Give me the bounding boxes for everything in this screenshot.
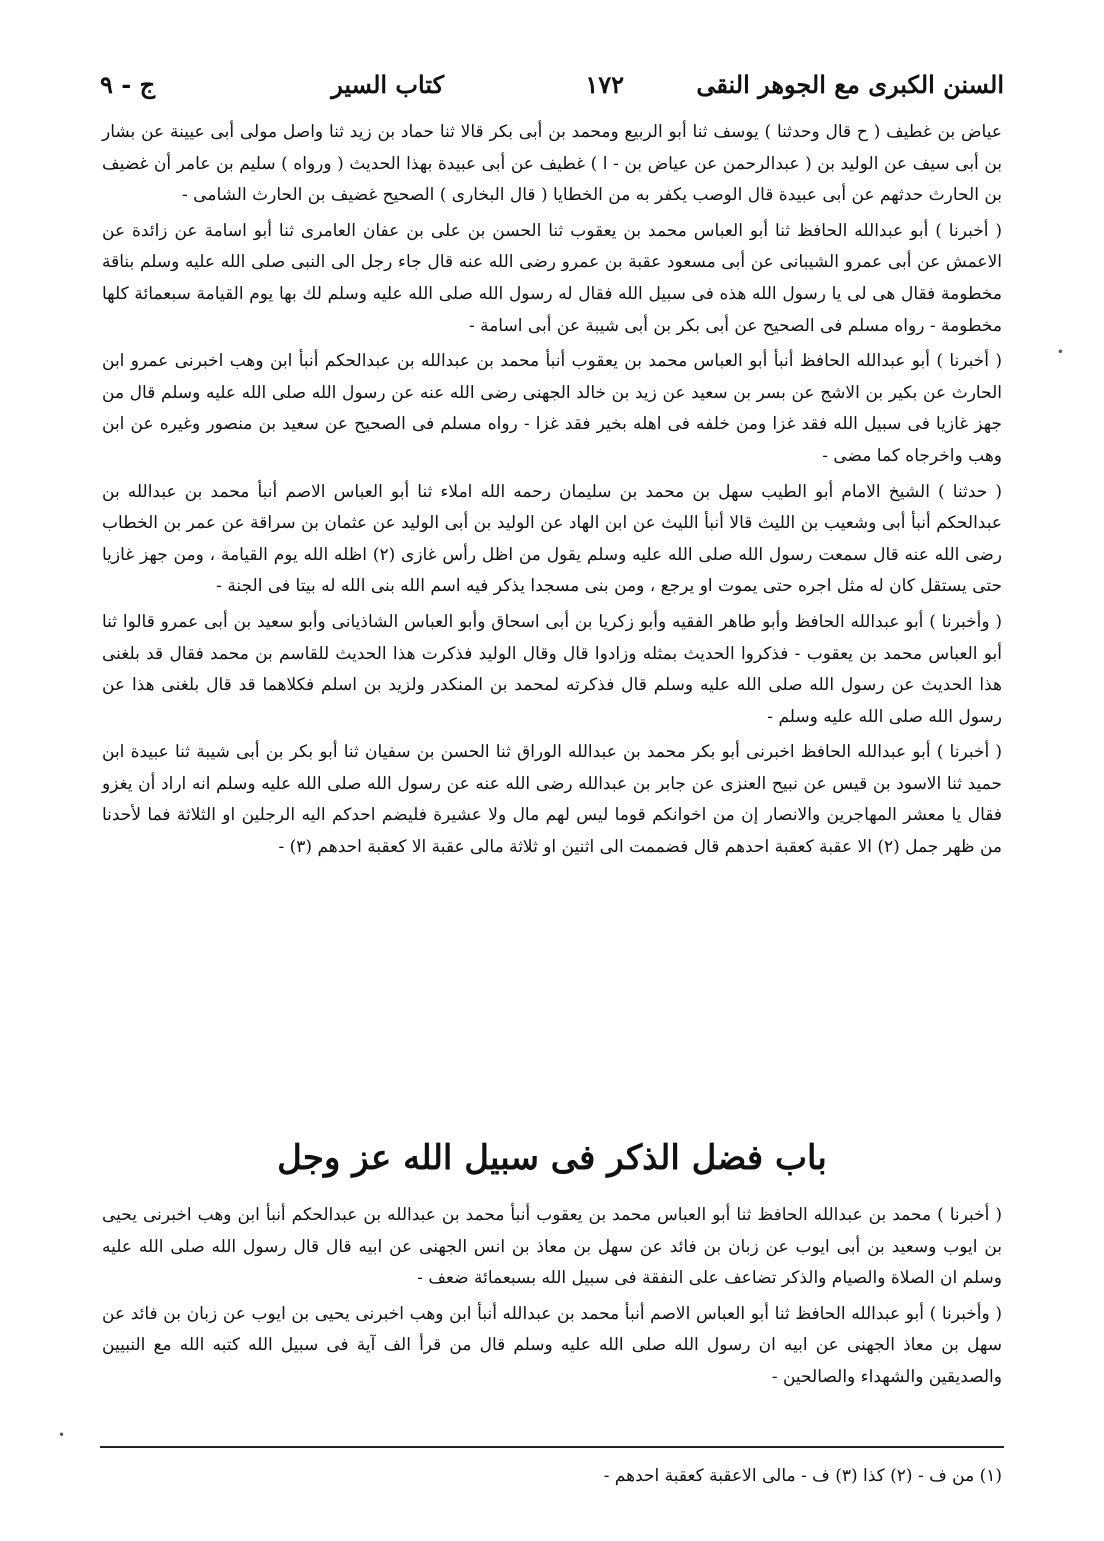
page-number: ١٧٢ [585,70,624,99]
paragraph-7: ( أخبرنا ) محمد بن عبدالله الحافظ ثنا أبو العباس محمد بن يعقوب أنبأ محمد بن عبدالله بن عبدالحكم أنبأ ابن وهب اخبرنى يحيى بن ايوب وسعيد بن أبى ايوب عن زبان بن فائد عن سهل بن معاذ بن انس الجهنى عن ابيه قال قال رسول الله صلى الله عليه وسلم ان الصلاة والصيام والذكر تضاعف على النفقة فى سبيل الله بسبعمائة ضعف - [102,1205,1002,1289]
chapter-title: كتاب السير [331,70,444,99]
running-header [100,70,1004,116]
main-text [102,117,1002,868]
paragraph-3: ( أخبرنا ) أبو عبدالله الحافظ أنبأ أبو العباس محمد بن يعقوب أنبأ محمد بن عبدالله بن عبدالحكم أنبأ ابن وهب اخبرنى عمرو ابن الحارث عن بكير بن الاشج عن بسر بن سعيد عن زيد بن خالد الجهنى رضى الله عنه عن رسول الله صلى الله عليه وسلم قال من جهز غازيا فى سبيل الله فقد غزا ومن خلفه فى اهله بخير فقد غزا - رواه مسلم فى الصحيح عن سعيد بن منصور وغيره عن ابن وهب واخرجاه كما مضى - [102,351,1002,466]
paragraph-4: ( حدثنا ) الشيخ الامام أبو الطيب سهل بن محمد بن سليمان رحمه الله املاء ثنا أبو العباس الاصم أنبأ محمد بن عبدالله بن عبدالحكم أنبأ أبى وشعيب بن الليث قالا أنبأ الليث عن ابن الهاد عن الوليد بن أبى الوليد عن عثمان بن سراقة عن عمر بن الخطاب رضى الله عنه قال سمعت رسول الله صلى الله عليه وسلم يقول من اظل رأس غازى (٢) اظله الله يوم القيامة ، ومن جهز غازيا حتى يستقل كان له مثل اجره حتى يموت او يرجع ، ومن بنى مسجدا يذكر فيه اسم الله بنى الله له بيتا فى الجنة - [102,481,1003,597]
paragraph-2: ( أخبرنا ) أبو عبدالله الحافظ ثنا أبو العباس محمد بن يعقوب ثنا الحسن بن على بن عفان العامرى ثنا أبو اسامة عن زائدة عن الاعمش عن أبى عمرو الشيبانى عن أبى مسعود عقبة بن عمرو رضى الله عنه قال جاء رجل الى النبى صلى الله عليه وسلم بناقة مخطومة فقال هى لى يا رسول الله هذه فى سبيل الله فقال له رسول الله صلى الله عليه وسلم لك بها يوم القيامة سبعمائة كلها مخطومة - رواه مسلم فى الصحيح عن أبى بكر بن أبى شيبة عن أبى اسامة - [102,220,1002,336]
volume-label: ج - ٩ [100,70,156,99]
chapter-text [102,1200,1002,1398]
footnote: (١) من ف - (٢) كذا (٣) ف - مالى الاعقبة كعقبة احدهم - [603,1466,1002,1486]
paragraph-1: عياض بن غطيف ( ح قال وحدثنا ) يوسف ثنا أبو الربيع ومحمد بن أبى بكر قالا ثنا حماد بن زيد ثنا واصل مولى أبى عيينة عن بشار بن أبى سيف عن الوليد بن ( عبدالرحمن عن عياض بن - ا ) غطيف عن أبى عبيدة بهذا الحديث ( ورواه ) سليم بن عامر أن غضيف بن الحارث حدثهم عن أبى عبيدة قال الوصب يكفر به من الخطايا ( قال البخارى ) الصحيح غضيف بن الحارث الشامى - [102,122,1002,206]
margin-dot: • [1056,345,1064,359]
margin-dot: • [58,1428,66,1442]
chapter-heading: باب فضل الذكر فى سبيل الله عز وجل [277,1138,827,1178]
book-title: السنن الكبرى مع الجوهر النقى [696,70,1004,99]
paragraph-5: ( وأخبرنا ) أبو عبدالله الحافظ وأبو طاهر الفقيه وأبو زكريا بن أبى اسحاق وأبو العباس الشاذيانى وأبو سعيد بن أبى عمرو قالوا ثنا أبو العباس محمد بن يعقوب - فذكروا الحديث بمثله وزادوا قال وقال الوليد فذكرت هذا الحديث للقاسم بن محمد فقال قد بلغنى هذا الحديث عن رسول الله صلى الله عليه وسلم قال فذكرته لمحمد بن المنكدر ولزيد بن اسلم فكلاهما قد قال بلغنى هذا عن رسول الله صلى الله عليه وسلم - [102,611,1002,727]
paragraph-8: ( وأخبرنا ) أبو عبدالله الحافظ ثنا أبو العباس الاصم أنبأ محمد بن عبدالله أنبأ ابن وهب اخبرنى يحيى بن ايوب عن زبان بن فائد عن سهل بن معاذ الجهنى عن ابيه ان رسول الله صلى الله عليه وسلم قال من قرأ الف آية فى سبيل الله كتبه الله مع النبيين والصديقين والشهداء والصالحين - [102,1303,1002,1387]
paragraph-6: ( أخبرنا ) أبو عبدالله الحافظ اخبرنى أبو بكر محمد بن عبدالله الوراق ثنا الحسن بن سفيان ثنا أبو بكر بن أبى شيبة ثنا عبيدة ابن حميد ثنا الاسود بن قيس عن نبيح العنزى عن جابر بن عبدالله رضى الله عنه عن رسول الله صلى الله عليه وسلم انه اراد أن يغزو فقال يا معشر المهاجرين والانصار إن من اخوانكم قوما ليس لهم مال ولا عشيرة فليضم احدكم اليه الرجلين او الثلاثة فما لأحدنا من ظهر جمل (٢) الا عقبة كعقبة احدهم قال فضممت الى اثنين او ثلاثة مالى عقبة الا كعقبة احدهم (٣) - [102,742,1002,858]
footnote-divider [100,1446,1004,1448]
